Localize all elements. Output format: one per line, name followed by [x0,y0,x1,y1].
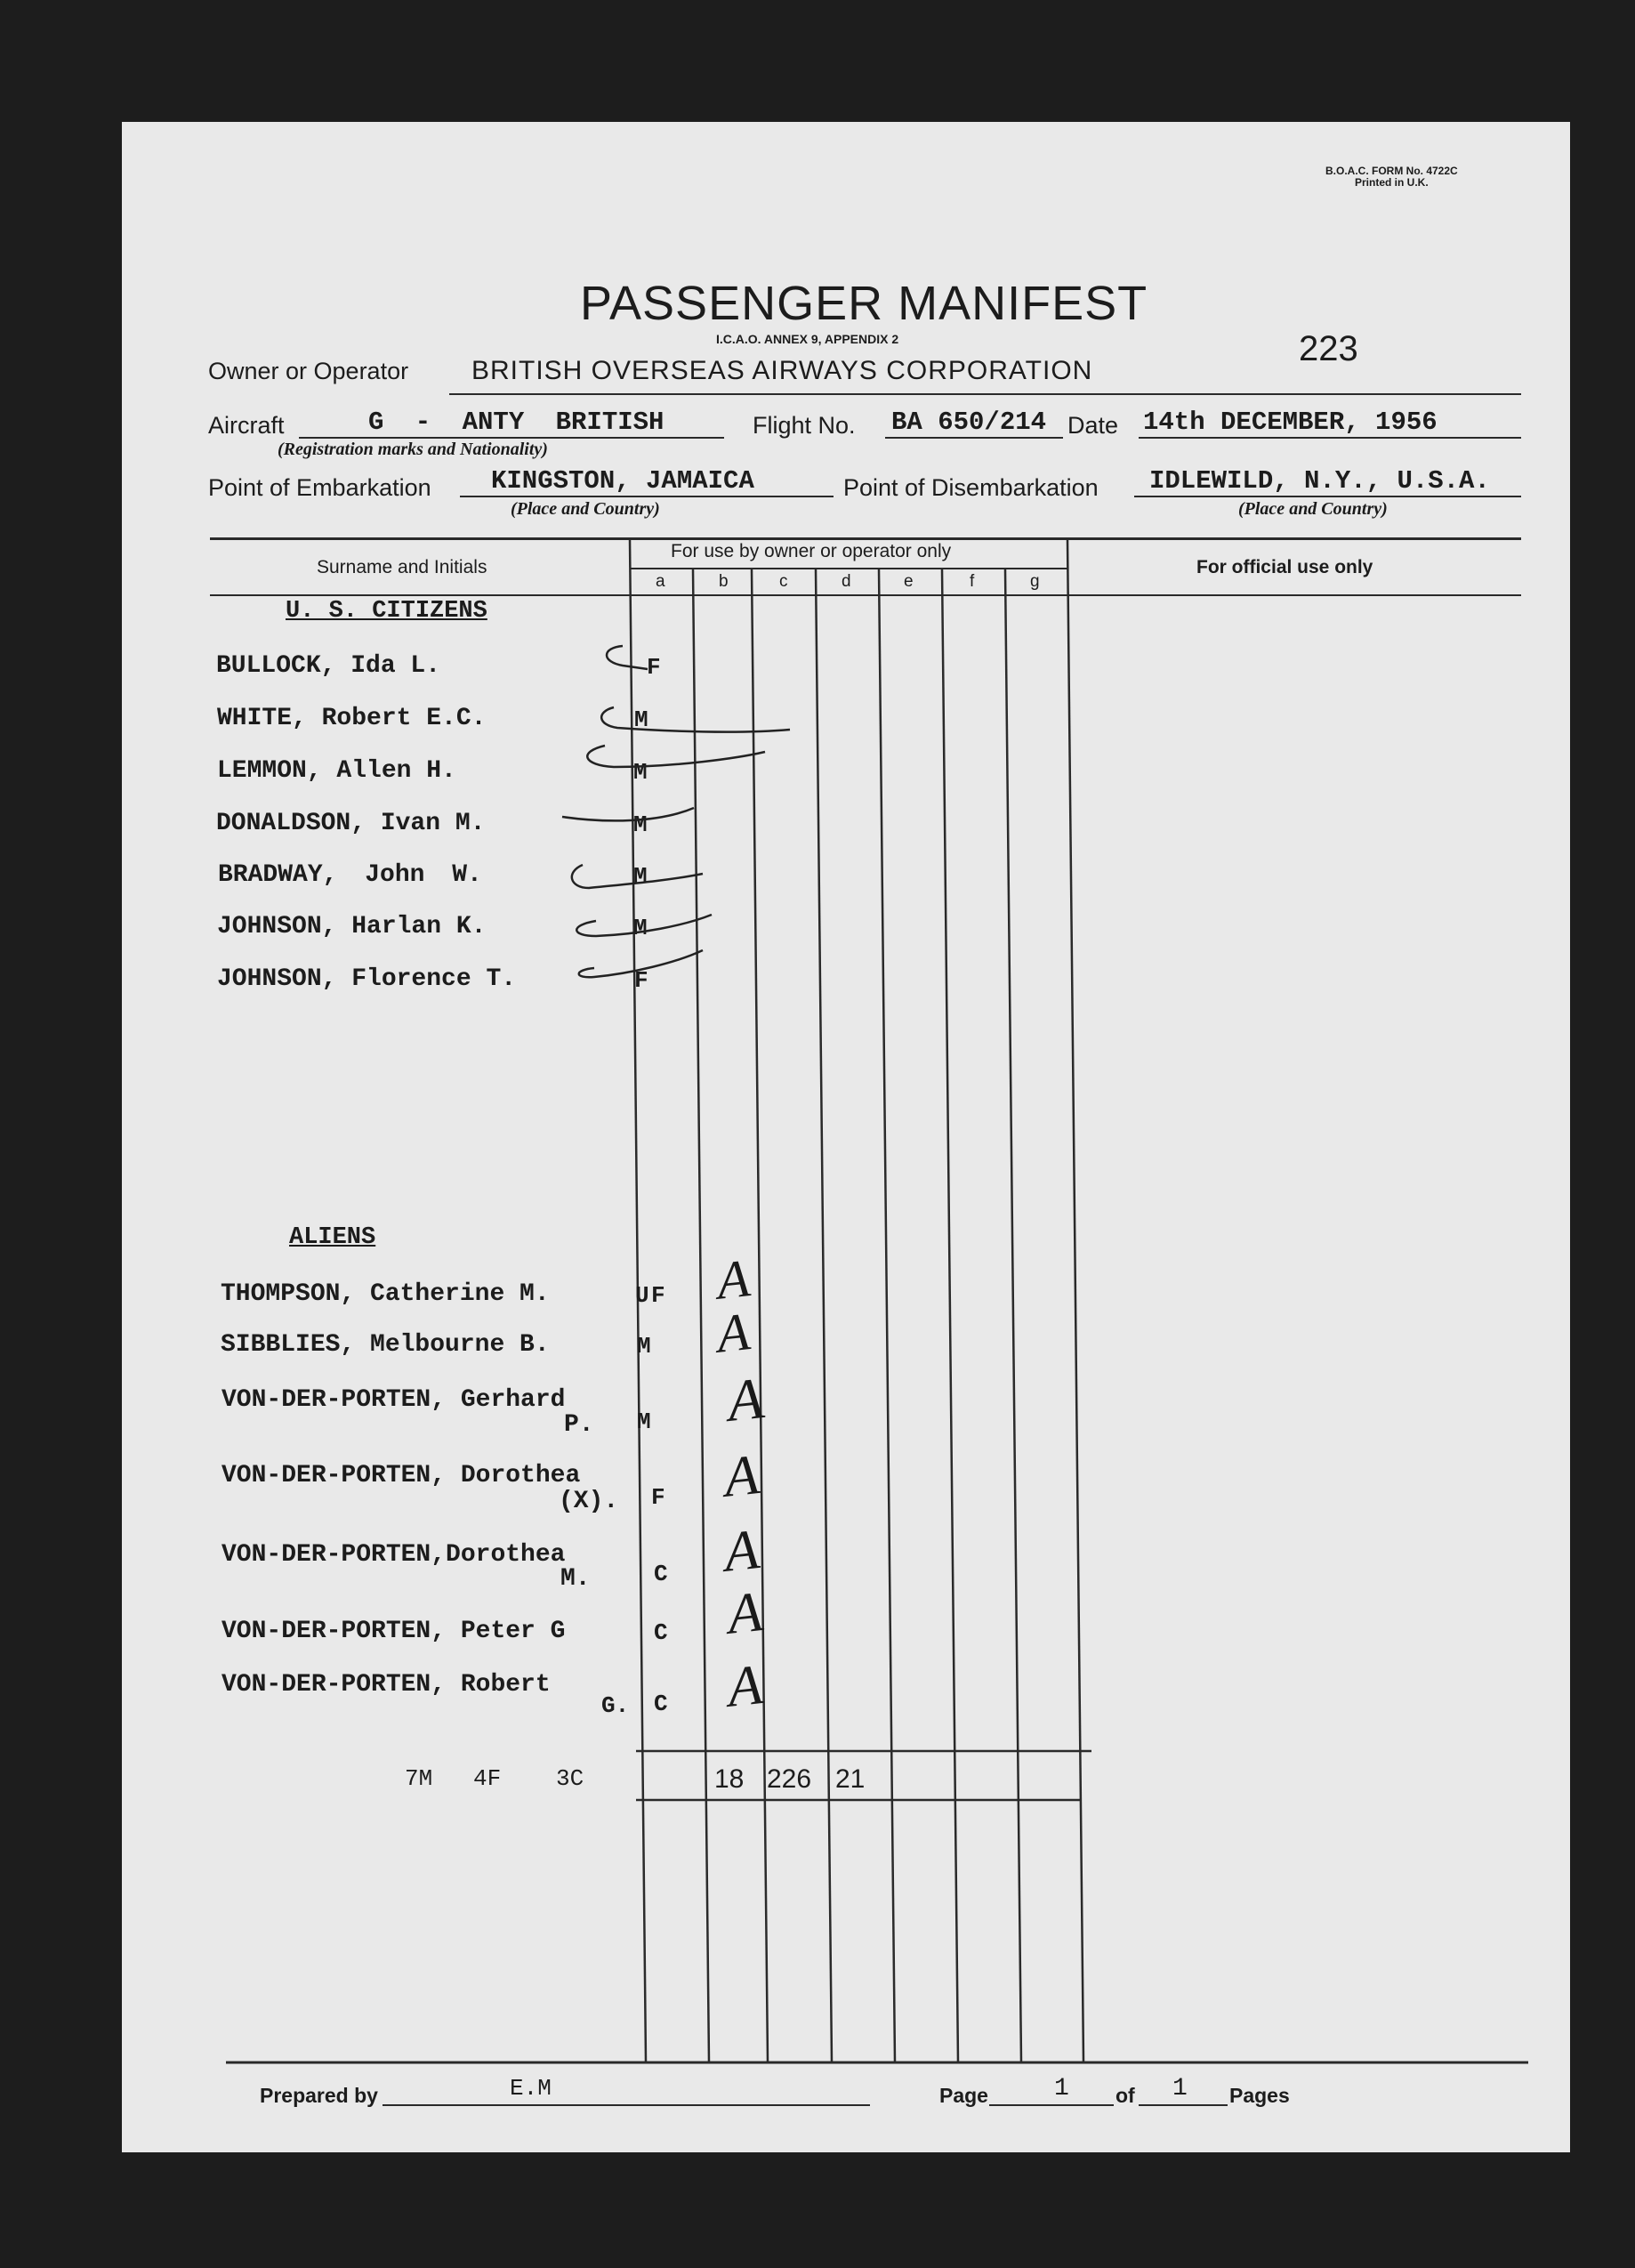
page-subtitle: I.C.A.O. ANNEX 9, APPENDIX 2 [716,332,899,346]
tick-stroke [607,646,648,669]
page-label: Page [939,2084,988,2107]
passenger-sex: F [651,1484,665,1511]
disembark-value: IDLEWILD, N.Y., U.S.A. [1149,466,1490,496]
total-col-b: 18 [714,1764,745,1794]
page-value: 1 [1054,2075,1069,2103]
tick-stroke [576,915,712,936]
col-header-name: Surname and Initials [317,557,487,577]
passenger-name-cont: M. [560,1565,591,1593]
disembark-label: Point of Disembarkation [843,474,1099,501]
total-col-d: 21 [835,1764,866,1794]
passenger-name: VON-DER-PORTEN, Gerhard [221,1386,566,1414]
passenger-sex: F [634,967,648,994]
passenger-name-cont: P. [564,1411,594,1439]
of-label: of [1116,2084,1135,2107]
tick-stroke [601,707,790,732]
form-reference-line1: B.O.A.C. FORM No. 4722C [1325,165,1458,177]
pages-value: 1 [1172,2075,1188,2103]
flight-label: Flight No. [753,412,856,439]
tick-stroke [587,746,765,767]
manifest-number: 223 [1299,329,1358,368]
passenger-prefix: U [635,1282,649,1309]
handwritten-mark: A [713,1248,753,1311]
passenger-name: VON-DER-PORTEN, Dorothea [221,1462,581,1489]
passenger-name: BULLOCK, Ida L. [216,652,441,680]
subcol-a: a [656,572,665,591]
embark-note: (Place and Country) [511,499,660,519]
total-women: 4F [473,1765,502,1792]
passenger-sex: M [637,1408,651,1435]
passenger-name: VON-DER-PORTEN,Dorothea [221,1541,566,1569]
subcol-g: g [1030,572,1040,591]
passenger-sex: M [634,706,648,733]
passenger-name: JOHNSON, Harlan K. [217,913,487,940]
subcol-b: b [719,572,729,591]
aircraft-label: Aircraft [208,412,285,439]
page-title: PASSENGER MANIFEST [580,277,1148,330]
date-label: Date [1067,412,1119,439]
passenger-name: VON-DER-PORTEN, Robert [221,1671,551,1699]
passenger-sex: M [633,915,648,941]
pages-label: Pages [1229,2084,1290,2107]
total-children: 3C [556,1765,584,1792]
passenger-name: DONALDSON, Ivan M. [216,810,486,837]
tick-stroke [572,865,703,888]
aircraft-value: G - ANTY BRITISH [368,408,664,437]
passenger-name-cont: G. [601,1692,630,1719]
passenger-sex: C [654,1561,668,1587]
total-men: 7M [405,1765,433,1792]
handwritten-mark: A [724,1652,766,1719]
passenger-sex: F [647,654,661,681]
disembark-note: (Place and Country) [1238,499,1388,519]
passenger-name: JOHNSON, Florence T. [217,965,517,993]
passenger-name: BRADWAY, John W. [218,861,482,889]
prepared-value: E.M [510,2075,552,2102]
subcol-e: e [904,572,914,591]
passenger-sex: F [651,1282,665,1309]
tick-stroke [579,950,703,977]
aircraft-note: (Registration marks and Nationality) [278,440,548,459]
col-header-owner: For use by owner or operator only [671,541,952,561]
owner-value: BRITISH OVERSEAS AIRWAYS CORPORATION [471,356,1093,385]
section-heading-us: U. S. CITIZENS [286,598,487,625]
embark-label: Point of Embarkation [208,474,431,501]
subcol-c: c [779,572,788,591]
passenger-sex: C [654,1691,668,1717]
passenger-name: SIBBLIES, Melbourne B. [221,1331,550,1359]
passenger-name: VON-DER-PORTEN, Peter G [221,1618,566,1645]
passenger-name: WHITE, Robert E.C. [217,705,487,732]
flight-value: BA 650/214 [891,408,1047,437]
section-heading-aliens: ALIENS [289,1224,376,1251]
form-reference-line2: Printed in U.K. [1355,176,1429,189]
handwritten-mark: A [724,1579,766,1646]
passenger-sex: C [654,1619,668,1646]
passenger-name: THOMPSON, Catherine M. [221,1280,550,1308]
embark-value: KINGSTON, JAMAICA [491,466,754,496]
subcol-d: d [842,572,851,591]
handwritten-mark: A [713,1302,753,1364]
total-col-c: 226 [767,1764,812,1794]
date-value: 14th DECEMBER, 1956 [1143,408,1438,437]
prepared-label: Prepared by [260,2084,378,2107]
col-header-official: For official use only [1196,557,1373,577]
passenger-sex: M [633,811,648,838]
tick-stroke [562,808,694,820]
handwritten-mark: A [721,1517,762,1584]
handwritten-mark: A [724,1366,767,1434]
passenger-name-cont: (X). [559,1488,619,1515]
subcol-f: f [970,572,975,591]
passenger-name: LEMMON, Allen H. [217,757,456,785]
passenger-sex: M [633,863,648,890]
passenger-sex: M [637,1333,651,1360]
passenger-sex: M [633,759,648,786]
owner-label: Owner or Operator [208,358,409,384]
handwritten-mark: A [721,1442,762,1509]
